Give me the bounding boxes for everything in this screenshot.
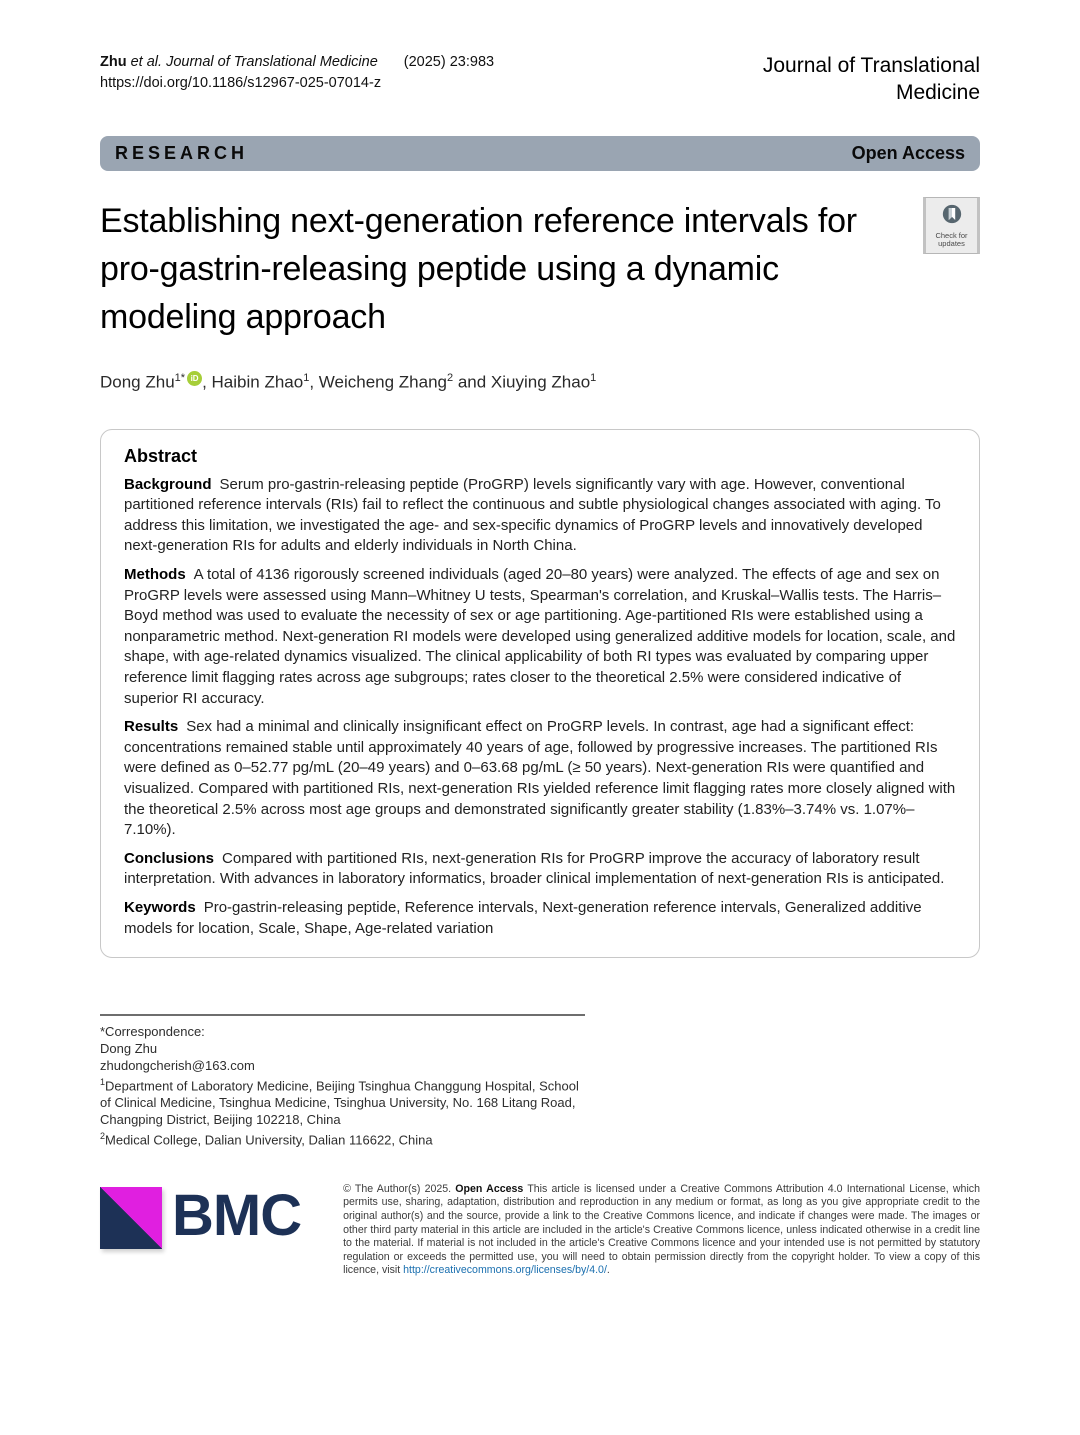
bmc-logo-word: BMC <box>172 1182 302 1248</box>
affiliation-2-text: Medical College, Dalian University, Dalian 116622, China <box>105 1132 433 1148</box>
abstract-results-text: Sex had a minimal and clinically insignificant effect on ProGRP levels. In contrast, age had a significant effect: concentrations remained stable until approximately 40 years of age, followed by progressive increases. The partitioned RIs were defined as 0–52.77 pg/mL (20–49 years) and 0–63.68 pg/mL (≥ 50 years). Next-generation RIs were quantified and visualized. Compared with partitioned RIs, next-generation RIs yielded reference limit flagging rates more closely aligned with the theoretical 2.5% across most age groups and demonstrated significantly greater stability (1.83%–3.74% vs. 1.07%–7.10%). <box>124 718 956 839</box>
abstract-results-label: Results <box>124 718 179 736</box>
correspondence-label: *Correspondence: <box>100 1024 205 1040</box>
article-type-label: RESEARCH <box>115 143 249 163</box>
journal-name <box>763 52 980 106</box>
affiliation-2-sup: 2 <box>100 1131 106 1142</box>
author-1: Dong Zhu <box>100 372 175 392</box>
license-open-access: Open Access <box>455 1182 524 1195</box>
abstract-background <box>124 475 956 557</box>
abstract-box <box>100 429 980 958</box>
citation-source: et al. Journal of Translational Medicine <box>130 54 378 70</box>
author-1-affiliation-sup: 1* <box>174 372 186 384</box>
license-prefix: © The Author(s) 2025. <box>343 1182 456 1195</box>
abstract-conclusions-text: Compared with partitioned RIs, next-generation RIs for ProGRP improve the accuracy of laboratory result interpretation. With advances in laboratory informatics, broader clinical implementation of next-generation RIs is anticipated. <box>124 849 945 888</box>
bookmark-icon <box>941 203 963 230</box>
affiliation-1-text: Department of Laboratory Medicine, Beijing Tsinghua Changgung Hospital, School of Clinical Medicine, Tsinghua Medicine, Tsinghua University, No. 168 Litang Road, Changping District, Beijing 102218, China <box>100 1078 579 1128</box>
author-2-affiliation-sup: 1 <box>303 372 310 384</box>
orcid-id-icon[interactable]: iD <box>187 371 202 386</box>
bmc-logo <box>100 1182 302 1249</box>
affiliation-1 <box>100 1074 580 1128</box>
license-suffix: . <box>606 1264 610 1277</box>
check-badge-line2: updates <box>938 239 965 248</box>
footer-row <box>100 1183 980 1278</box>
correspondence-name: Dong Zhu <box>100 1041 158 1057</box>
citation-author: Zhu <box>100 54 131 70</box>
citation-issue: (2025) 23:983 <box>403 54 495 70</box>
footnote-block <box>100 1014 580 1149</box>
license-text <box>343 1183 980 1278</box>
license-body: This article is licensed under a Creative Commons Attribution 4.0 International License, which permits use, sharing, adaptation, distribution and reproduction in any medium or format, as long as you give appropriate credit to the original author(s) and the source, provide a link to the Creative Commons licence, and indicate if changes were made. The images or other third party material in this article are included in the article's Creative Commons licence, unless indicated otherwise in a credit line to the material. If material is not included in the article's Creative Commons licence and your intended use is not permitted by statutory regulation or exceeds the permitted use, you will need to obtain permission directly from the copyright holder. To view a copy of this licence, visit <box>343 1182 980 1277</box>
journal-name-line1: Journal of Translational <box>762 54 980 77</box>
abstract-background-text: Serum pro-gastrin-releasing peptide (ProGRP) levels significantly vary with age. However, conventional partitioned reference intervals (RIs) fail to reflect the continuous and subtle physiological changes associated with aging. To address this limitation, we investigated the age- and sex-specific dynamics of ProGRP levels and innovatively developed next-generation RIs for adults and elderly individuals in North China. <box>124 475 941 555</box>
author-3-affiliation-sup: 2 <box>447 372 454 384</box>
citation-block <box>100 52 494 94</box>
bmc-diagonal-square-logo <box>100 1187 162 1249</box>
correspondence-email[interactable]: zhudongcherish@163.com <box>100 1058 255 1074</box>
open-access-label: Open Access <box>851 143 965 163</box>
abstract-background-label: Background <box>124 475 212 493</box>
title-row <box>100 197 980 341</box>
doi-link[interactable]: https://doi.org/10.1186/s12967-025-07014-z <box>100 75 382 91</box>
author-3: , Weicheng Zhang <box>309 372 447 392</box>
journal-name-line2: Medicine <box>895 81 980 104</box>
abstract-conclusions-label: Conclusions <box>124 849 215 867</box>
creative-commons-link[interactable]: http://creativecommons.org/licenses/by/4.0/ <box>403 1264 607 1277</box>
abstract-results <box>124 717 956 841</box>
author-2: , Haibin Zhao <box>202 372 304 392</box>
abstract-keywords <box>124 898 956 939</box>
page-header <box>100 52 980 106</box>
abstract-keywords-text: Pro-gastrin-releasing peptide, Reference intervals, Next-generation reference intervals, Generalized additive models for location, Scale, Shape, Age-related variation <box>124 898 922 937</box>
article-type-banner <box>100 136 980 171</box>
check-for-updates-badge[interactable] <box>923 197 980 254</box>
author-4-affiliation-sup: 1 <box>590 372 597 384</box>
abstract-methods <box>124 565 956 709</box>
abstract-keywords-label: Keywords <box>124 898 196 916</box>
affiliation-2 <box>100 1128 580 1148</box>
citation-line <box>100 52 494 73</box>
footnote-divider <box>100 1014 585 1016</box>
author-byline <box>100 371 980 393</box>
abstract-heading: Abstract <box>124 445 198 466</box>
article-title: Establishing next-generation reference intervals for pro-gastrin-releasing peptide using a dynamic modeling approach <box>100 202 857 336</box>
abstract-methods-text: A total of 4136 rigorously screened individuals (aged 20–80 years) were analyzed. The effects of age and sex on ProGRP levels were assessed using Mann–Whitney U tests, Spearman's correlation, and Kruskal–Wallis tests. The Harris–Boyd method was used to evaluate the necessity of sex or age partitioning. Age-partitioned RIs were established using a nonparametric method. Next-generation RI models were developed using generalized additive models for location, scale, and shape, with age-related dynamics visualized. The clinical applicability of both RI types was evaluated by comparing upper reference limit flagging rates across age subgroups; rates closer to the theoretical 2.5% were considered indicative of superior RI accuracy. <box>124 566 956 707</box>
check-badge-line1: Check for <box>935 230 968 240</box>
abstract-conclusions <box>124 849 956 890</box>
author-4: and Xiuying Zhao <box>453 372 591 392</box>
abstract-methods-label: Methods <box>124 566 186 584</box>
check-badge-text <box>935 232 967 249</box>
affiliation-1-sup: 1 <box>100 1077 106 1088</box>
